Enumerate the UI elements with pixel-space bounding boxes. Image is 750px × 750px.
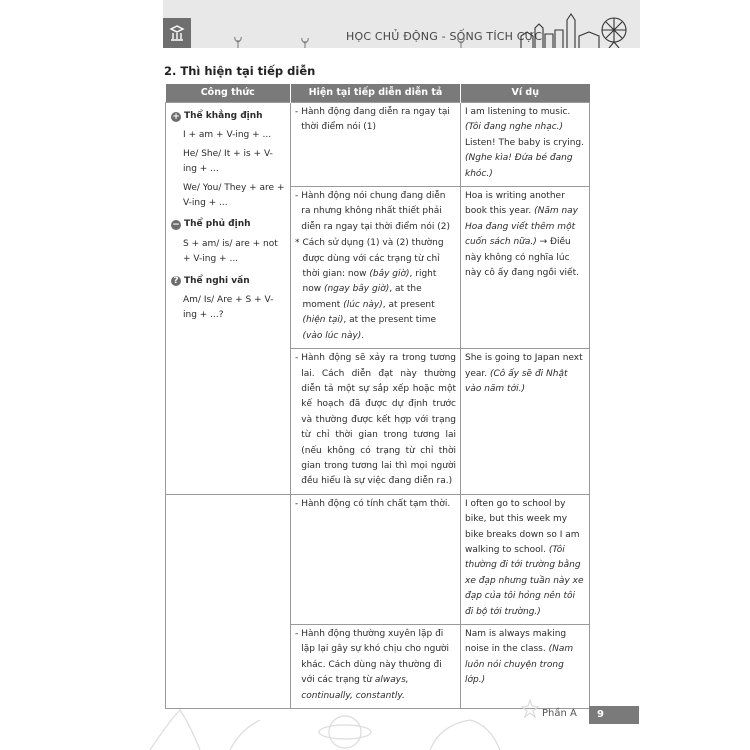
example-sentence: I am listening to music. bbox=[465, 107, 571, 117]
question-heading bbox=[171, 274, 286, 289]
plus-circle-icon: + bbox=[172, 111, 180, 122]
decorative-doodles bbox=[140, 690, 610, 750]
negative-label: Thể phủ định bbox=[184, 219, 251, 230]
affirmative-label: Thể khẳng định bbox=[184, 111, 263, 121]
usage-description: Hành động đang diễn ra ngay tại thời điểm nói (1) bbox=[301, 107, 450, 133]
example-block: Nam is always making noise in the class. (Nam luôn nói chuyện trong lớp.) bbox=[465, 629, 574, 686]
example-block: She is going to Japan next year. (Cô ấy sẽ đi Nhật vào năm tới.) bbox=[465, 353, 583, 394]
description-cell: - Hành động sẽ xảy ra trong tương lai. Cách diễn đạt này thường diễn tả một sự sắp xếp hoặc một kế hoạch đã được dự định trước và thường được kết hợp với trạng từ chỉ thời gian trong tương lai (nếu không có trạng từ chỉ thời gian trong tương lai thì mọi người đều hiểu là sự việc đang diễn ra.) bbox=[291, 349, 461, 495]
page-number: 9 bbox=[589, 706, 639, 724]
section-title: 2. Thì hiện tại tiếp diễn bbox=[164, 64, 316, 78]
formula-cell bbox=[166, 103, 291, 495]
affirmative-heading bbox=[171, 109, 286, 124]
example-cell bbox=[461, 187, 590, 349]
formula-line: He/ She/ It + is + V-ing + ... bbox=[183, 148, 273, 175]
negative-heading bbox=[171, 217, 286, 232]
usage-note: Cách sử dụng (1) và (2) thường được dùng với các trạng từ chỉ thời gian: now (bây giờ), right now (ngay bây giờ), at the moment (lúc này), at present (hiện tại), at the present time (vào lúc này). bbox=[302, 238, 444, 341]
shield-logo-icon bbox=[163, 18, 191, 48]
description-cell: - Hành động đang diễn ra ngay tại thời điểm nói (1) bbox=[291, 103, 461, 187]
plant-doodle-icon bbox=[233, 36, 243, 48]
header-title: HỌC CHỦ ĐỘNG - SỐNG TÍCH CỰC bbox=[346, 30, 543, 43]
city-skyline-icon bbox=[519, 10, 634, 48]
description-cell: - Hành động nói chung đang diễn ra nhưng không nhất thiết phải diễn ra ngay tại thời điểm nói (2) * Cách sử dụng (1) và (2) thường được dùng với các trạng từ chỉ thời gian: now (bây giờ), right now (ngay bây giờ), at the moment (lúc này), at present (hiện tại), at the present time (vào lúc này). bbox=[291, 187, 461, 349]
example-block: I often go to school by bike, but this week my bike breaks down so I am walking to school. (Tôi thường đi tới trường bằng xe đạp nhưng tuần này xe đạp của tôi hỏng nên tôi đi bộ tới trường.) bbox=[465, 498, 584, 617]
formula-line: We/ You/ They + are + V-ing + ... bbox=[183, 182, 285, 209]
usage-description: Hành động nói chung đang diễn ra nhưng không nhất thiết phải diễn ra ngay tại thời điểm nói (2) bbox=[301, 191, 450, 232]
usage-description: Hành động thường xuyên lặp đi lặp lại gây sự khó chịu cho người khác. Cách dùng này thường đi với các trạng từ always, continually, constantly. bbox=[301, 629, 450, 701]
question-circle-icon: ? bbox=[171, 276, 181, 286]
usage-description: Hành động có tính chất tạm thời. bbox=[301, 498, 451, 509]
page-footer bbox=[542, 706, 639, 724]
column-header: Công thức bbox=[166, 84, 291, 103]
question-label: Thể nghi vấn bbox=[184, 275, 250, 286]
usage-description: Hành động sẽ xảy ra trong tương lai. Cách diễn đạt này thường diễn tả một sự sắp xếp hoặc một kế hoạch đã được dự định trước và thường được kết hợp với trạng từ chỉ thời gian trong tương lai (nếu không có trạng từ chỉ thời gian trong tương lai thì mọi người đều hiểu là sự việc đang diễn ra.) bbox=[301, 353, 456, 487]
minus-circle-icon: − bbox=[172, 220, 180, 231]
example-translation: (Tôi đang nghe nhạc.) bbox=[465, 122, 564, 133]
example-cell bbox=[461, 494, 590, 624]
tense-table bbox=[165, 84, 590, 709]
example-translation: (Nghe kìa! Đứa bé đang khóc.) bbox=[465, 153, 573, 179]
part-label: Phần A bbox=[542, 708, 577, 719]
plant-doodle-icon bbox=[300, 37, 310, 48]
example-cell bbox=[461, 103, 590, 187]
example-block: Hoa is writing another book this year. (Năm nay Hoa đang viết thêm một cuốn sách nữa.) → Điều này không có nghĩa lúc này cô ấy đang ngồi viết. bbox=[465, 191, 579, 279]
column-header: Hiện tại tiếp diễn diễn tả bbox=[291, 84, 461, 103]
column-header: Ví dụ bbox=[461, 84, 590, 103]
plant-doodle-icon bbox=[456, 37, 466, 48]
formula-line: I + am + V-ing + ... bbox=[183, 130, 272, 141]
example-sentence: Listen! The baby is crying. bbox=[465, 137, 584, 148]
example-cell bbox=[461, 349, 590, 495]
description-cell: - Hành động có tính chất tạm thời. bbox=[291, 494, 461, 624]
formula-line: Am/ Is/ Are + S + V-ing + ...? bbox=[183, 295, 274, 321]
formula-cell-empty bbox=[166, 494, 291, 708]
formula-line: S + am/ is/ are + not + V-ing + ... bbox=[183, 238, 278, 265]
description-cell: - Hành động thường xuyên lặp đi lặp lại gây sự khó chịu cho người khác. Cách dùng này thường đi với các trạng từ always, continually, constantly. bbox=[291, 625, 461, 709]
